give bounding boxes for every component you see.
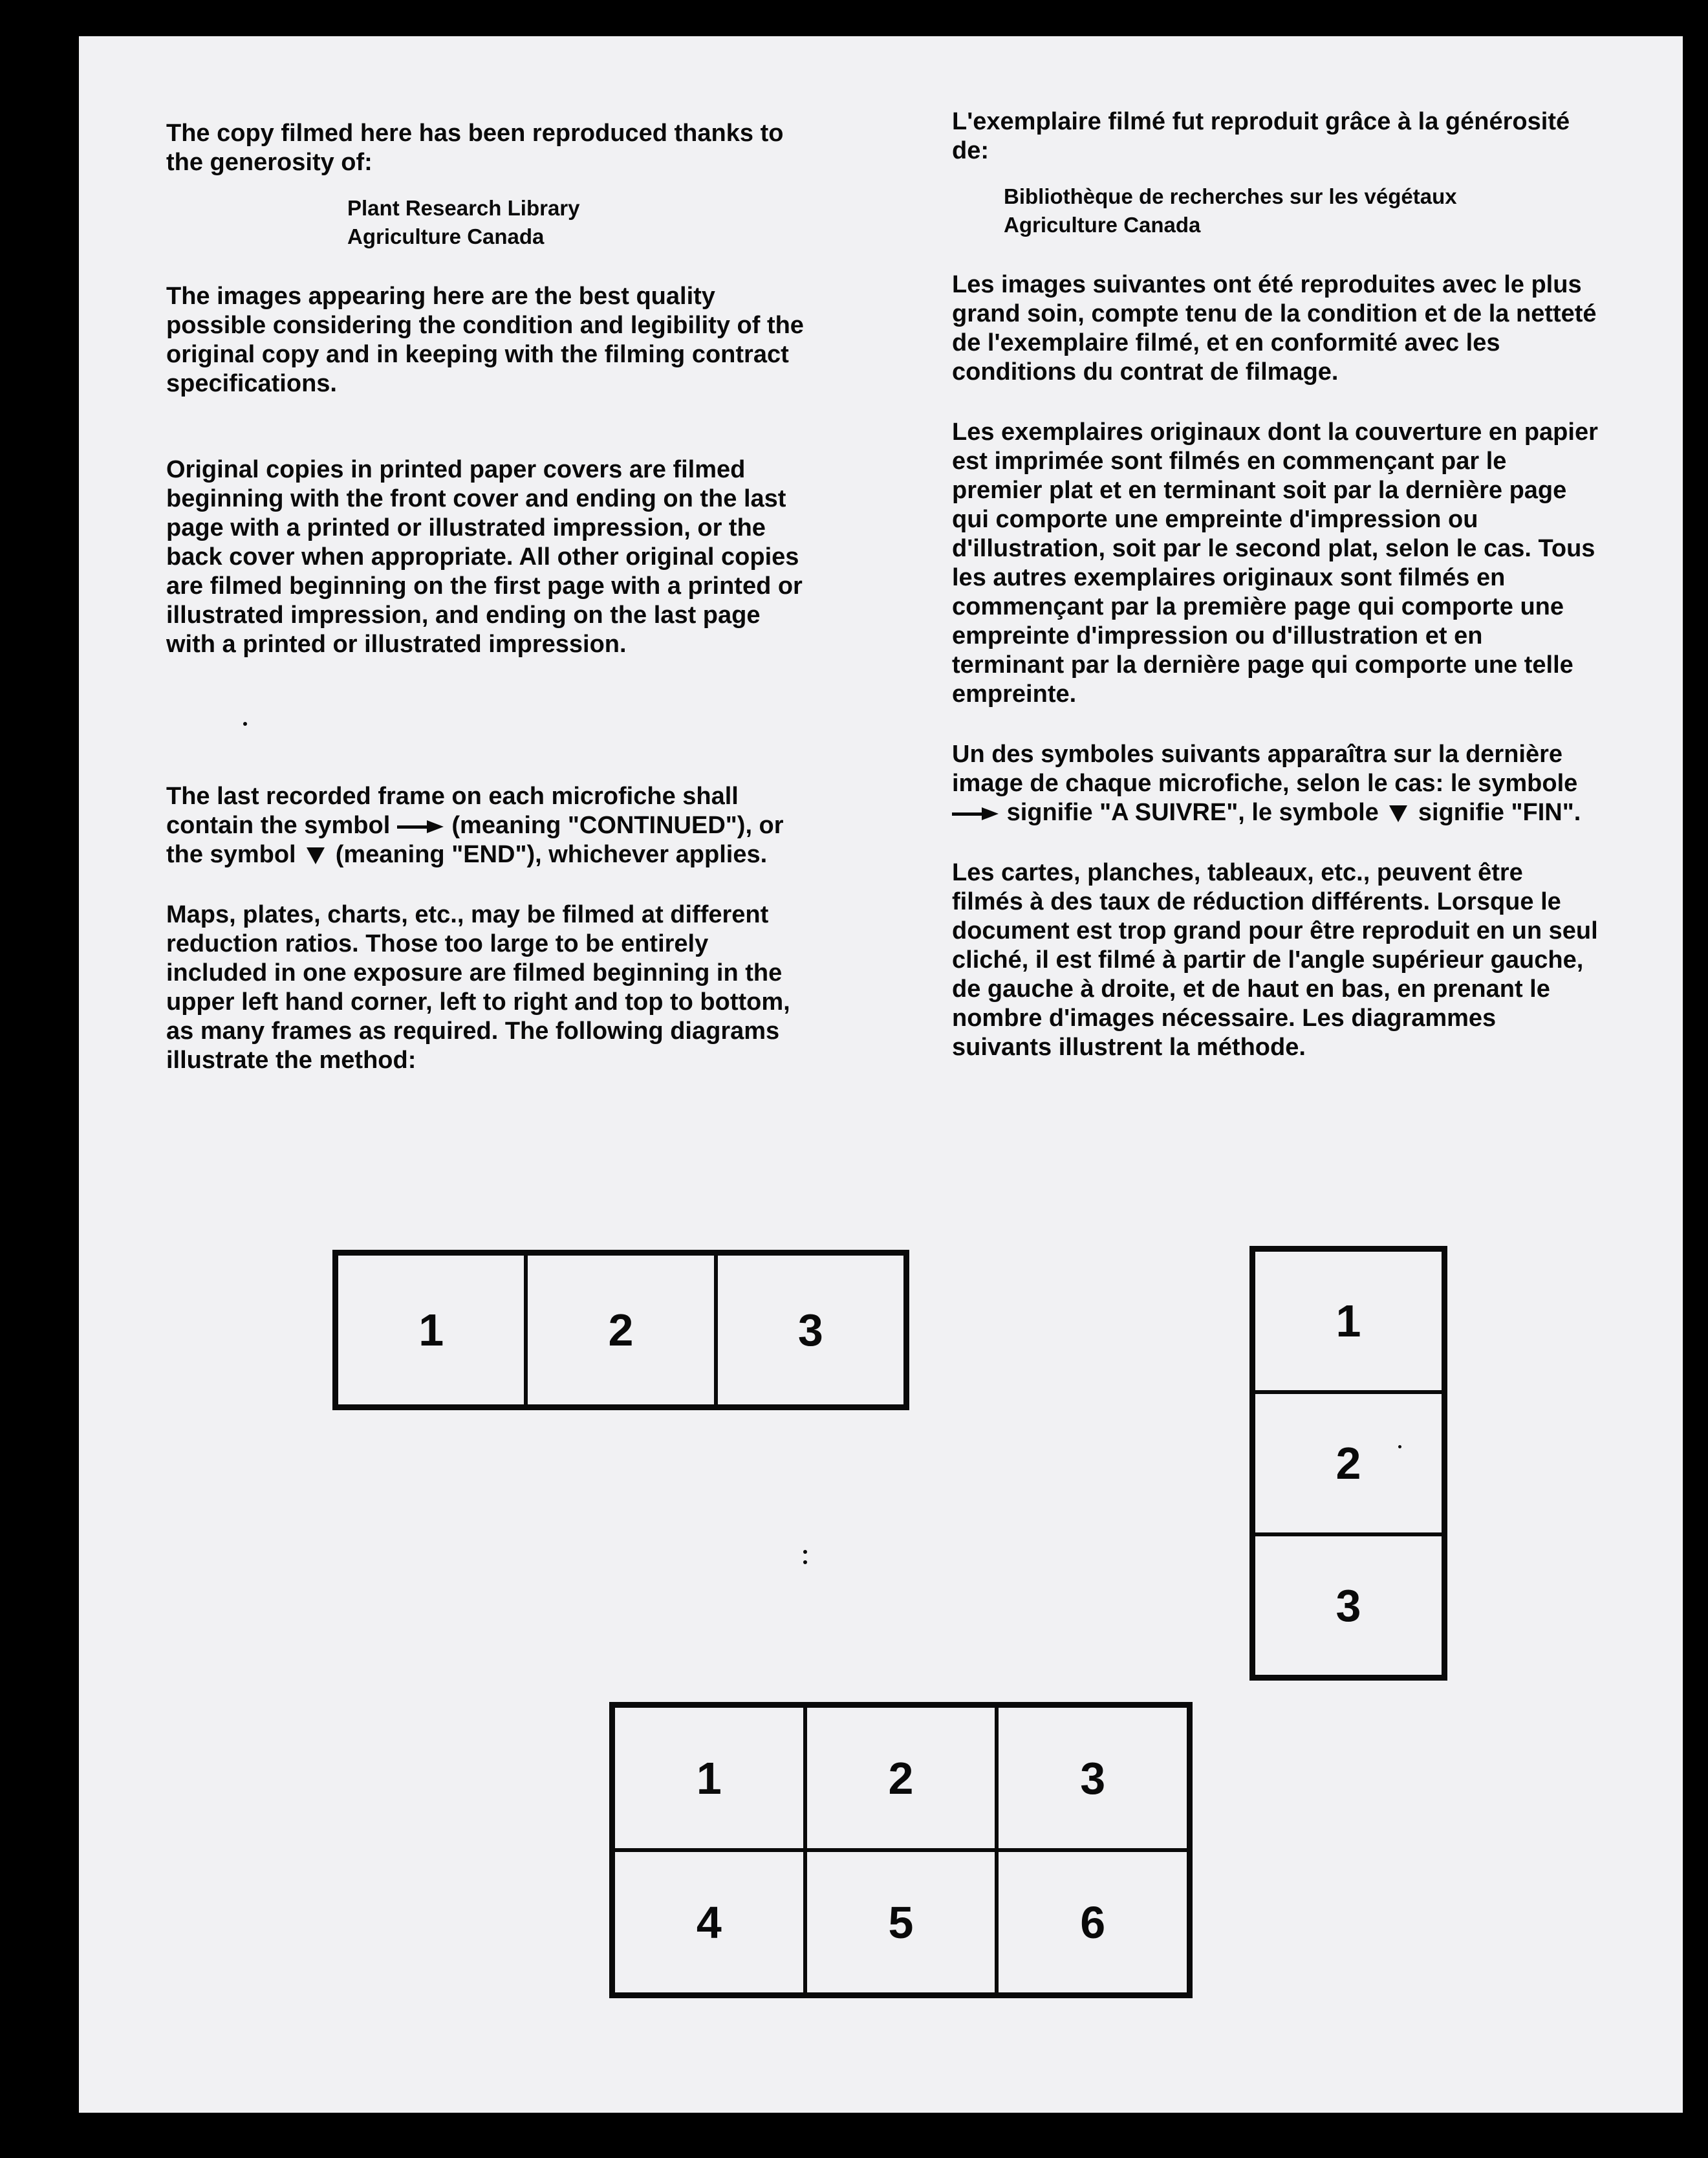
frame-cell: 4 <box>613 1850 805 1994</box>
french-credit-library: Bibliothèque de recherches sur les végétaux <box>1004 184 1457 208</box>
frame-cell: 3 <box>997 1706 1189 1850</box>
fin-triangle-icon <box>1389 805 1407 822</box>
frame-cell: 1 <box>1253 1250 1443 1392</box>
continued-arrow-icon <box>397 820 445 833</box>
frame-cell: 1 <box>613 1706 805 1850</box>
french-originals-paragraph: Les exemplaires originaux dont la couverture en papier est imprimée sont filmés en commençant par le premier plat et en terminant soit par la dernière page qui comporte une empreinte d'impression ou d'illustration, soit par le second plat, selon le cas. Tous les autres exemplaires originaux sont filmés en commençant par la première page qui comporte une empreinte d'impression ou d'illustration et en terminant par la dernière page qui comporte une telle empreinte. <box>952 419 1598 708</box>
diagram-vertical-frames <box>1249 1246 1447 1681</box>
french-symbol-text-2: signifie "A SUIVRE", le symbole <box>1006 799 1379 826</box>
scan-speck <box>803 1550 807 1554</box>
french-symbol-paragraph <box>952 740 1599 827</box>
frame-cell: 3 <box>716 1254 905 1406</box>
english-quality-paragraph: The images appearing here are the best quality possible considering the condition and legibility of the original copy and in keeping with the filming contract specifications. <box>166 283 804 397</box>
diagram-horizontal-frames <box>332 1250 909 1410</box>
page-sheet <box>79 36 1683 2113</box>
frame-cell: 1 <box>336 1254 526 1406</box>
french-symbol-text-3: signifie "FIN". <box>1418 799 1581 826</box>
english-intro: The copy filmed here has been reproduced thanks to the generosity of: <box>166 120 784 176</box>
frame-cell: 2 <box>1253 1392 1443 1534</box>
scan-speck <box>243 722 247 726</box>
french-credit-agency: Agriculture Canada <box>1004 213 1201 237</box>
scan-speck <box>803 1560 807 1564</box>
english-symbol-text-1: The last recorded frame on each microfiche shall contain the symbol <box>166 783 739 839</box>
french-intro: L'exemplaire filmé fut reproduit grâce à la générosité de: <box>952 108 1570 164</box>
english-credit <box>347 194 813 251</box>
english-credit-library: Plant Research Library <box>347 196 580 220</box>
english-credit-agency: Agriculture Canada <box>347 224 545 248</box>
french-maps-paragraph: Les cartes, planches, tableaux, etc., peuvent être filmés à des taux de réduction différents. Lorsque le document est trop grand pour être reproduit en un seul cliché, il est filmé à partir de l'angle supérieur gauche, de gauche à droite, et de haut en bas, en prenant le nombre d'images nécessaire. Les diagrammes suivants illustrent la méthode. <box>952 859 1598 1061</box>
english-maps-paragraph: Maps, plates, charts, etc., may be filmed at different reduction ratios. Those too large to be entirely included in one exposure are filmed beginning in the upper left hand corner, left to right and top to bottom, as many frames as required. The following diagrams illustrate the method: <box>166 901 790 1074</box>
french-symbol-text-1: Un des symboles suivants apparaîtra sur la dernière image de chaque microfiche, selon le cas: le symbole <box>952 741 1578 797</box>
french-column <box>952 107 1599 1062</box>
french-credit <box>1004 182 1599 239</box>
frame-cell: 2 <box>805 1706 997 1850</box>
frame-cell: 3 <box>1253 1534 1443 1677</box>
english-symbol-text-2: (meaning "CONTINUED"), or the symbol <box>166 812 784 868</box>
english-symbol-paragraph <box>166 782 813 869</box>
frame-cell: 5 <box>805 1850 997 1994</box>
english-originals-paragraph: Original copies in printed paper covers are filmed beginning with the front cover and ending on the last page with a printed or illustrated impression, or the back cover when appropriate. All other original copies are filmed beginning on the first page with a printed or illustrated impression, and ending on the last page with a printed or illustrated impression. <box>166 456 803 658</box>
english-symbol-text-3: (meaning "END"), whichever applies. <box>335 841 768 868</box>
diagram-block-frames <box>609 1702 1193 1998</box>
french-quality-paragraph: Les images suivantes ont été reproduites avec le plus grand soin, compte tenu de la condition et de la netteté de l'exemplaire filmé, et en conformité avec les conditions du contrat de filmage. <box>952 271 1597 386</box>
end-triangle-icon <box>307 847 325 864</box>
frame-cell: 2 <box>526 1254 715 1406</box>
scan-speck <box>1398 1445 1401 1448</box>
a-suivre-arrow-icon <box>952 807 1000 820</box>
frame-cell: 6 <box>997 1850 1189 1994</box>
english-column <box>166 119 813 1075</box>
